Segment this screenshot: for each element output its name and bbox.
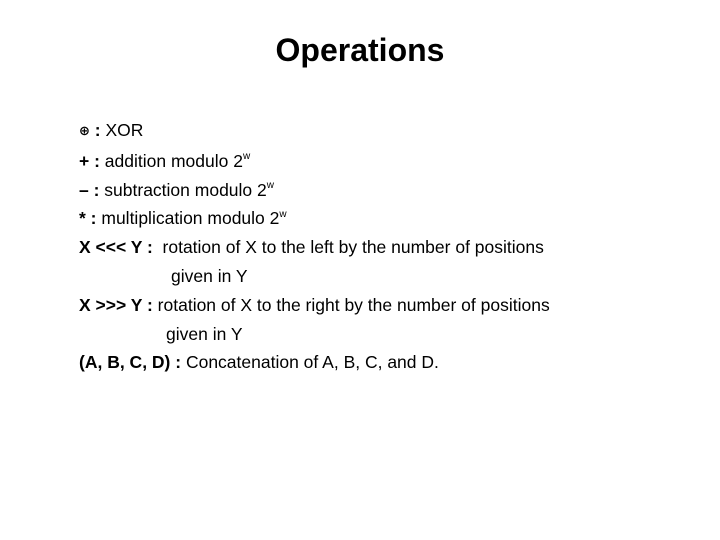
add-description: addition modulo 2 <box>104 150 243 171</box>
rotl-description: rotation of X to the left by the number of positions <box>162 237 544 258</box>
add-exponent: w <box>242 150 251 162</box>
operation-add <box>79 147 699 176</box>
operation-mul <box>79 204 699 233</box>
xor-separator: : <box>89 120 106 140</box>
rotr-description-continued: given in Y <box>166 323 243 344</box>
operation-rotl <box>79 233 699 262</box>
rotl-separator: : <box>142 237 163 258</box>
operation-sub <box>79 176 699 205</box>
sub-description: subtraction modulo 2 <box>104 179 267 200</box>
xor-description: XOR <box>105 120 144 140</box>
mul-symbol: * <box>79 208 86 229</box>
sub-separator: : <box>88 179 105 200</box>
concat-separator: : <box>170 352 186 373</box>
mul-separator: : <box>85 208 102 229</box>
mul-description: multiplication modulo 2 <box>101 208 280 229</box>
add-symbol: + <box>79 150 90 171</box>
mul-exponent: w <box>279 208 287 220</box>
sub-symbol: – <box>79 179 89 200</box>
operations-list <box>79 116 699 377</box>
operation-concat <box>79 348 699 377</box>
rotr-symbol: X >>> Y <box>79 294 143 315</box>
add-separator: : <box>89 150 105 171</box>
xor-symbol: ⊕ <box>79 123 90 138</box>
concat-description: Concatenation of A, B, C, and D. <box>185 352 439 373</box>
rotl-symbol: X <<< Y <box>79 237 143 258</box>
operation-xor <box>79 116 699 147</box>
rotr-separator: : <box>142 294 158 315</box>
rotr-description: rotation of X to the right by the number of positions <box>157 294 550 315</box>
sub-exponent: w <box>266 179 274 191</box>
operation-rotr <box>79 291 699 320</box>
slide-title: Operations <box>275 32 445 68</box>
concat-symbol: (A, B, C, D) <box>79 352 171 373</box>
rotl-description-continued: given in Y <box>171 265 248 286</box>
